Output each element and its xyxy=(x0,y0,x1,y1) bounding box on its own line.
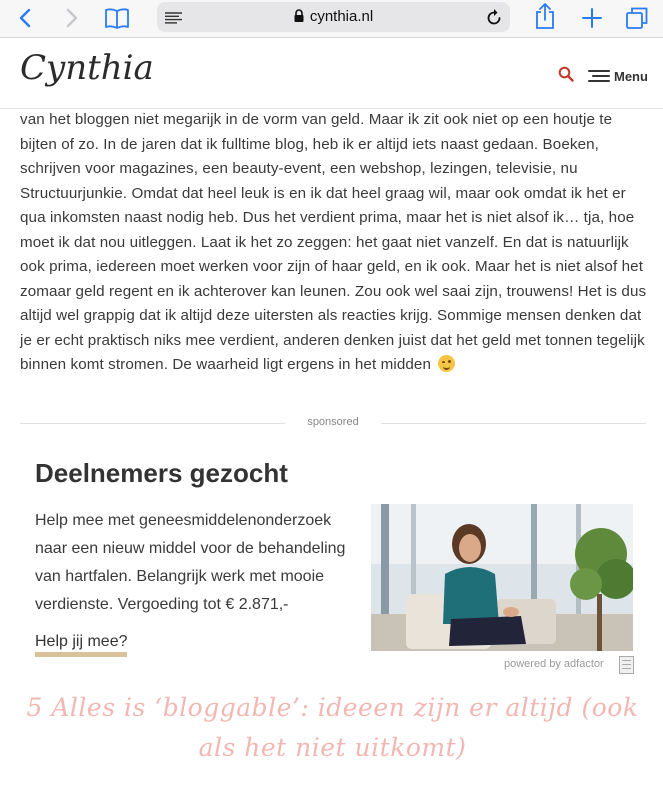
winking-face-icon xyxy=(438,355,455,372)
tabs-icon[interactable] xyxy=(624,5,650,31)
url-text: cynthia.nl xyxy=(309,8,374,25)
url-display[interactable] xyxy=(157,8,510,26)
article-paragraph: van het bloggen niet megarijk in de vorm van geld. Maar ik zit ook niet op een houtje te bijten of zo. In de jaren dat ik fulltime blog, heb ik er altijd iets naast gedaan. Boeken, schrijven voor magazines, een beauty-event, een webshop, lezingen, televisie, nu Structuurjunkie. Omdat dat heel leuk is en ik dat heel graag wil, maar ook omdat ik het er qua inkomsten naast nodig heb. Dus het verdient prima, maar het is niet alsof ik… tja, hoe moet ik dat nou uitleggen. Laat ik het zo zeggen: het gaat niet vanzelf. En dat is natuurlijk ook prima, iedereen moet werken voor zijn of haar geld, en ik ook. Maar het is niet alsof het zomaar geld regent en ik achterover kan leunen. Zou ook wel saai zijn, trouwens! Het is dus altijd wel grappig dat ik altijd deze uitersten als reacties krijg. Sommige mensen denken dat je er echt praktisch niks mee verdient, anderen denken juist dat het geld met tonnen tegelijk binnen komt stromen. De waarheid ligt ergens in het midden xyxy=(20,111,647,373)
search-icon[interactable] xyxy=(558,66,574,87)
ad-title[interactable]: Deelnemers gezocht xyxy=(35,458,288,488)
sponsored-label: sponsored xyxy=(307,416,359,428)
article-body xyxy=(20,108,650,378)
new-tab-icon[interactable] xyxy=(579,5,605,31)
ad-body: Help mee met geneesmiddelenonderzoek naar een nieuw middel voor de behandeling van hartfalen. Belangrijk werk met mooie verdienste. Vergoeding tot € 2.871,- xyxy=(35,512,346,613)
share-icon[interactable] xyxy=(532,3,558,29)
sponsored-divider xyxy=(20,414,646,434)
site-logo[interactable]: Cynthia xyxy=(20,48,154,88)
lock-icon xyxy=(294,9,304,26)
ad-image[interactable] xyxy=(371,504,633,651)
adfactor-icon[interactable] xyxy=(619,656,634,674)
browser-toolbar xyxy=(0,0,663,38)
bookmarks-icon[interactable] xyxy=(104,5,130,31)
ad-cta-link[interactable]: Help jij mee? xyxy=(35,632,127,657)
menu-label: Menu xyxy=(614,68,648,84)
powered-by-label[interactable]: powered by adfactor xyxy=(504,658,604,670)
address-bar[interactable] xyxy=(157,2,510,32)
back-icon[interactable] xyxy=(12,5,38,31)
menu-button[interactable] xyxy=(588,67,648,85)
site-header xyxy=(0,38,663,109)
reload-icon[interactable] xyxy=(486,8,502,31)
section-heading: 5 Alles is ‘bloggable’: ideeen zijn er altijd (ook als het niet uitkomt) xyxy=(26,693,639,762)
forward-icon[interactable] xyxy=(59,5,85,31)
hamburger-icon xyxy=(588,67,610,85)
